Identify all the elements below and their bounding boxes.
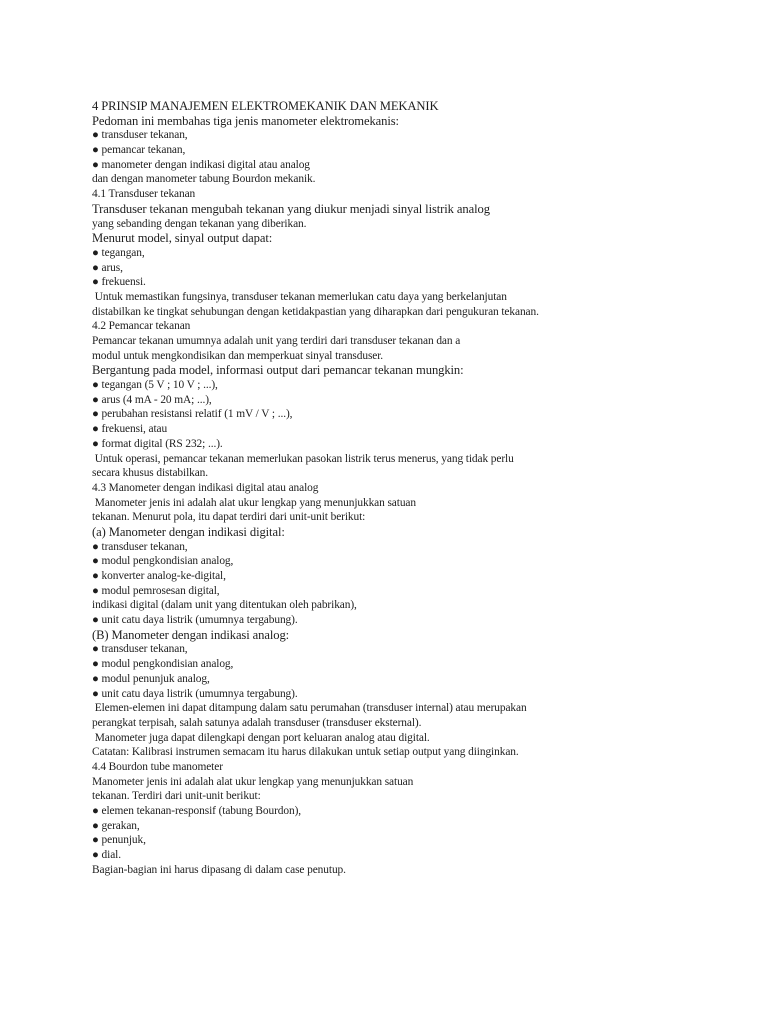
document-line: yang sebanding dengan tekanan yang diberikan. (92, 217, 307, 230)
document-line: Manometer juga dapat dilengkapi dengan port keluaran analog atau digital. (92, 731, 430, 744)
document-line: ● unit catu daya listrik (umumnya tergabung). (92, 614, 298, 627)
document-line: tekanan. Menurut pola, itu dapat terdiri dari unit-unit berikut: (92, 511, 366, 524)
document-line: Untuk memastikan fungsinya, transduser tekanan memerlukan catu daya yang berkelanjutan (92, 290, 507, 303)
document-line: ● gerakan, (92, 819, 140, 832)
document-line: modul untuk mengkondisikan dan memperkuat sinyal transduser. (92, 349, 384, 362)
document-line: distabilkan ke tingkat sehubungan dengan ketidakpastian yang diharapkan dari pengukuran tekanan. (92, 305, 539, 318)
document-line: Bagian-bagian ini harus dipasang di dalam case penutup. (92, 863, 346, 876)
document-line: ● frekuensi, atau (92, 423, 168, 436)
document-line: ● arus (4 mA - 20 mA; ...), (92, 393, 212, 406)
document-line: Pedoman ini membahas tiga jenis manometer elektromekanis: (92, 113, 399, 128)
document-line: 4.1 Transduser tekanan (92, 188, 196, 201)
document-line: 4.3 Manometer dengan indikasi digital atau analog (92, 481, 319, 494)
document-line: ● modul pengkondisian analog, (92, 555, 234, 568)
document-line: tekanan. Terdiri dari unit-unit berikut: (92, 790, 261, 803)
document-line: (B) Manometer dengan indikasi analog: (92, 627, 290, 642)
document-line: Menurut model, sinyal output dapat: (92, 231, 273, 246)
document-line: ● modul pemrosesan digital, (92, 584, 220, 597)
document-line: Manometer jenis ini adalah alat ukur lengkap yang menunjukkan satuan (92, 775, 414, 788)
document-line: Pemancar tekanan umumnya adalah unit yang terdiri dari transduser tekanan dan a (92, 335, 461, 347)
document-line: ● perubahan resistansi relatif (1 mV / V ; ...), (92, 408, 293, 421)
document-line: ● arus, (92, 261, 123, 274)
document-line: ● tegangan, (92, 246, 145, 259)
document-line: Bergantung pada model, informasi output dari pemancar tekanan mungkin: (92, 363, 464, 378)
document-line: ● transduser tekanan, (92, 129, 188, 142)
document-line: Catatan: Kalibrasi instrumen semacam itu harus dilakukan untuk setiap output yang diinginkan. (92, 746, 519, 759)
document-line: ● manometer dengan indikasi digital atau analog (92, 158, 310, 171)
document-line: perangkat terpisah, salah satunya adalah transduser (transduser eksternal). (92, 716, 422, 729)
document-line: 4.2 Pemancar tekanan (92, 320, 191, 333)
document-line: ● tegangan (5 V ; 10 V ; ...), (92, 379, 218, 392)
document-line: (a) Manometer dengan indikasi digital: (92, 524, 285, 539)
document-page (92, 99, 752, 877)
document-line: ● konverter analog-ke-digital, (92, 570, 226, 582)
document-line: ● format digital (RS 232; ...). (92, 437, 223, 450)
document-line: ● elemen tekanan-responsif (tabung Bourdon), (92, 805, 302, 817)
document-line: 4.4 Bourdon tube manometer (92, 760, 223, 773)
document-line: ● modul penunjuk analog, (92, 672, 210, 685)
document-line: 4 PRINSIP MANAJEMEN ELEKTROMEKANIK DAN MEKANIK (92, 99, 439, 113)
document-line: ● modul pengkondisian analog, (92, 658, 234, 671)
document-line: secara khusus distabilkan. (92, 467, 209, 480)
document-line: ● dial. (92, 849, 121, 862)
document-line: ● frekuensi. (92, 276, 146, 289)
document-line: Manometer jenis ini adalah alat ukur lengkap yang menunjukkan satuan (92, 496, 416, 509)
document-line: Untuk operasi, pemancar tekanan memerlukan pasokan listrik terus menerus, yang tidak perlu (92, 452, 514, 465)
document-line: dan dengan manometer tabung Bourdon mekanik. (92, 173, 316, 186)
document-line: ● unit catu daya listrik (umumnya tergabung). (92, 687, 298, 700)
document-line: indikasi digital (dalam unit yang ditentukan oleh pabrikan), (92, 599, 357, 612)
document-line: ● transduser tekanan, (92, 540, 188, 553)
document-line: Transduser tekanan mengubah tekanan yang diukur menjadi sinyal listrik analog (92, 201, 490, 216)
document-line: ● pemancar tekanan, (92, 144, 186, 157)
document-line: ● transduser tekanan, (92, 643, 188, 656)
document-line: ● penunjuk, (92, 834, 146, 847)
document-line: Elemen-elemen ini dapat ditampung dalam satu perumahan (transduser internal) atau merupakan (92, 702, 527, 715)
